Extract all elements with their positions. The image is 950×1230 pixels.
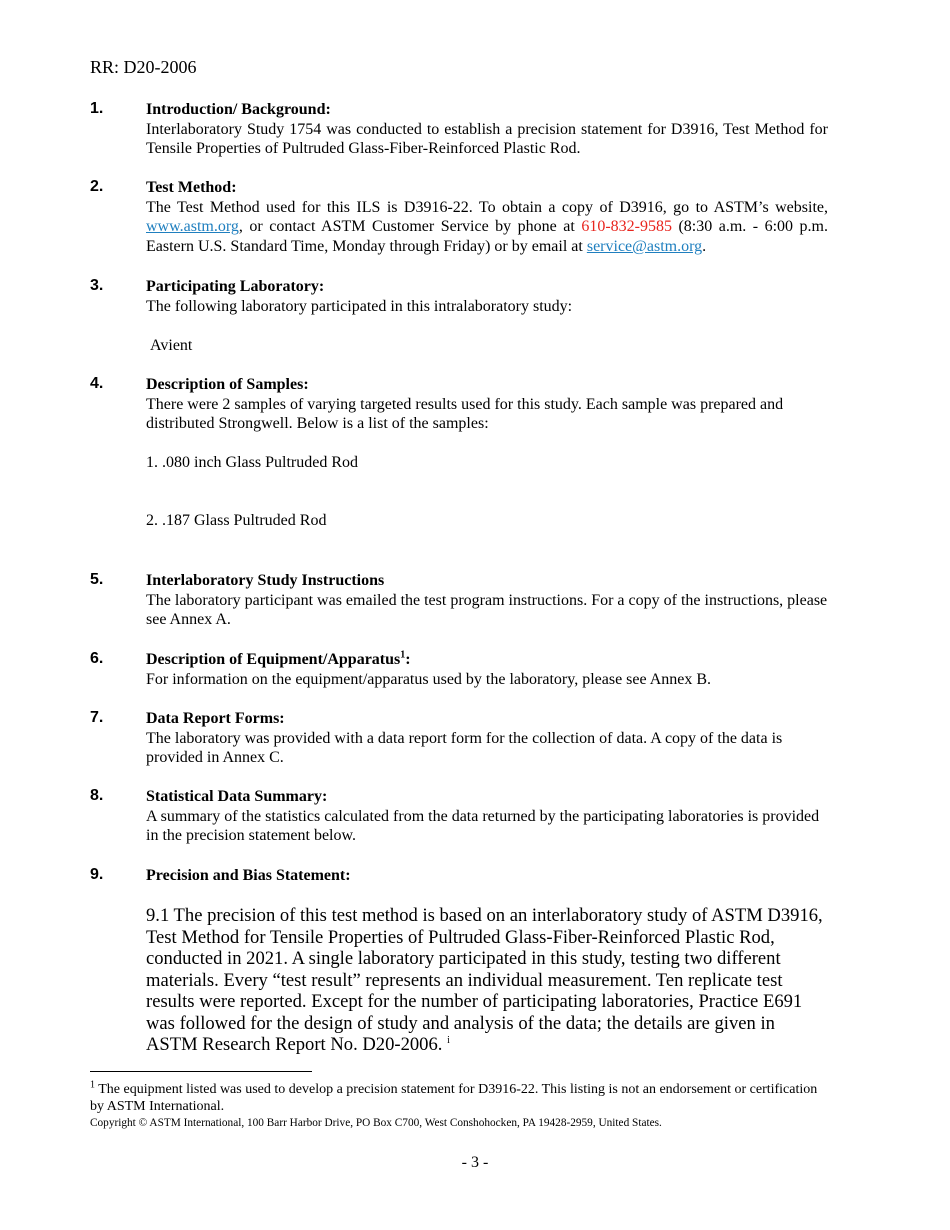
section-title: Test Method: <box>146 179 237 196</box>
footnote-ref: 1 <box>400 649 406 661</box>
phone-number: 610-832-9585 <box>581 218 672 236</box>
section-title: Description of Equipment/Apparatus$^1$: <box>146 649 411 668</box>
section-text: The laboratory participant was emailed the test program instructions. For a copy of the instructions, please see Annex A. <box>146 591 828 629</box>
section-number: 8. <box>90 787 104 804</box>
section-number: 3. <box>90 277 104 294</box>
section-5 <box>90 571 828 630</box>
section-number: 1. <box>90 100 104 117</box>
copyright-notice: Copyright © ASTM International, 100 Barr Harbor Drive, PO Box C700, West Conshohocken, PA 19428-2959, United States. <box>90 1117 662 1129</box>
section-text: The laboratory was provided with a data report form for the collection of data. A copy of the data is provided in Annex C. <box>146 729 783 767</box>
section-number: 6. <box>90 650 104 667</box>
section-7 <box>90 709 828 768</box>
section-1 <box>90 100 828 159</box>
footnote-separator <box>90 1071 312 1072</box>
precision-paragraph: 9.1 The precision of this test method is based on an interlaboratory study of ASTM D3916, Test Method for Tensile Properties of Pultruded Glass-Fiber-Reinforced Plastic Rod, conducted in 2021. A single laboratory participated in this study, testing two different materials. Every “test result” represents an individual measurement. Ten replicate test results were reported. Except for the number of participating laboratories, Practice E691 was followed for the design of study and analysis of the data; the details are given in ASTM Research Report No. D20-2006. $^i$ <box>146 905 823 1055</box>
section-title: Data Report Forms: <box>146 710 285 727</box>
service-email-link[interactable]: service@astm.org <box>586 237 703 255</box>
footnote: $^1$ The equipment listed was used to develop a precision statement for D3916-22. This listing is not an endorsement or certification by ASTM International. <box>90 1079 818 1114</box>
laboratory-name: Avient <box>150 337 193 355</box>
section-8 <box>90 787 828 846</box>
section-number: 2. <box>90 178 104 195</box>
page-number: - 3 - <box>461 1154 489 1171</box>
section-text: For information on the equipment/apparatus used by the laboratory, please see Annex B. <box>146 670 712 688</box>
endnote-ref: i <box>447 1034 450 1046</box>
sample-item: 1. .080 inch Glass Pultruded Rod <box>146 453 358 471</box>
section-text: The following laboratory participated in this intralaboratory study: <box>146 297 573 315</box>
section-title: Description of Samples: <box>146 376 309 393</box>
section-title: Statistical Data Summary: <box>146 788 328 805</box>
section-number: 9. <box>90 866 104 883</box>
section-number: 5. <box>90 571 104 588</box>
section-9 <box>90 866 828 886</box>
running-header: RR: D20-2006 <box>90 57 197 77</box>
section-text: The Test Method used for this ILS is D3916-22. To obtain a copy of D3916, go to ASTM’s website, www.astm.org, or contact ASTM Customer Service by phone at 610-832-9585 (8:30 a.m. - 6:00 p.m. Eastern U.S. Standard Time, Monday through Friday) or by email at service@astm.org. <box>146 198 828 255</box>
section-text: Interlaboratory Study 1754 was conducted to establish a precision statement for D3916, Test Method for Tensile Properties of Pultruded Glass-Fiber-Reinforced Plastic Rod. <box>146 120 828 158</box>
section-title: Interlaboratory Study Instructions <box>146 572 385 589</box>
section-6 <box>90 650 828 689</box>
section-title: Introduction/ Background: <box>146 101 331 118</box>
section-number: 7. <box>90 709 104 726</box>
section-title: Precision and Bias Statement: <box>146 867 351 884</box>
section-text: There were 2 samples of varying targeted results used for this study. Each sample was prepared and distributed Strongwell. Below is a list of the samples: <box>146 395 784 433</box>
section-number: 4. <box>90 375 104 392</box>
footnote-mark: 1 <box>90 1079 95 1091</box>
section-text: A summary of the statistics calculated from the data returned by the participating laboratories is provided in the precision statement below. <box>146 807 820 845</box>
section-4 <box>90 375 828 531</box>
section-title: Participating Laboratory: <box>146 278 325 295</box>
section-3 <box>90 277 828 356</box>
section-2 <box>90 178 828 256</box>
sample-item: 2. .187 Glass Pultruded Rod <box>146 512 327 530</box>
astm-website-link[interactable]: www.astm.org <box>146 218 239 236</box>
